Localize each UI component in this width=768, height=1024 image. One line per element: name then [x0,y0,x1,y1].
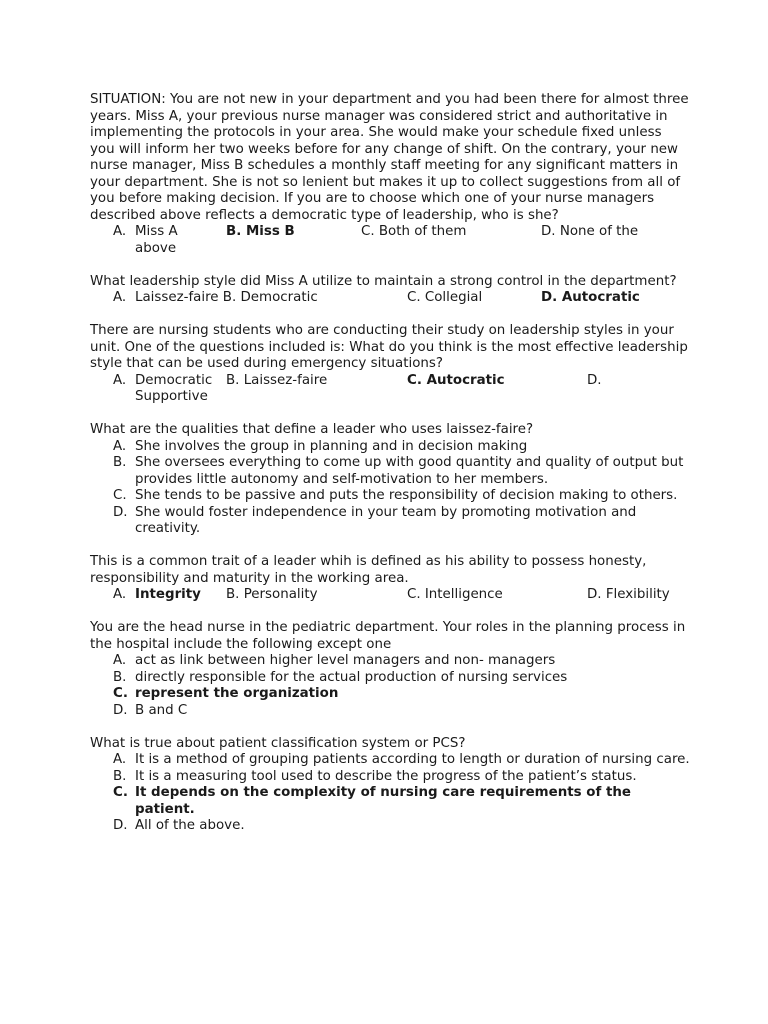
choice-b-answer: B. Miss B [226,224,295,239]
choice-a: A. It is a method of grouping patients according to length or duration of nursing care. [113,752,690,767]
choice-list [90,752,690,835]
choices-row [90,224,690,241]
question-1 [90,92,690,257]
choices-row [90,373,690,390]
choices-row [90,290,690,307]
choices-row [90,587,690,604]
question-stem: There are nursing students who are conducting their study on leadership styles in your unit. One of the questions included is: What do you think is the most effective leadership style that can be used during emergency situations? [90,323,688,371]
choice-a: A. act as link between higher level managers and non- managers [113,653,556,668]
choice-letter: A. [113,224,127,239]
choice-d-continued: Supportive [135,389,208,404]
choice-b: B. It is a measuring tool used to describe the progress of the patient’s status. [113,768,637,784]
choice-c-answer: C. It depends on the complexity of nursing care requirements of the patient. [113,785,631,817]
choice-a-b: Laissez-faire B. Democratic [135,290,318,305]
choice-d-answer: D. Autocratic [541,290,640,305]
question-2 [90,274,690,307]
choice-a: Miss A [135,224,178,239]
choice-b: B. Laissez-faire [226,372,328,388]
choice-c: C. She tends to be passive and puts the responsibility of decision making to others. [113,488,678,503]
choice-d: D. All of the above. [113,818,245,833]
choice-c: C. Collegial [407,290,483,305]
choice-c-answer: C. represent the organization [113,686,339,701]
question-stem: What are the qualities that define a leader who uses laissez-faire? [90,422,534,437]
choice-d: D. B and C [113,702,188,718]
question-stem: What is true about patient classification system or PCS? [90,735,466,751]
exam-document [90,92,690,851]
choice-a: A. She involves the group in planning and in decision making [113,438,528,454]
question-4 [90,422,690,538]
choice-letter: A. [113,290,127,305]
choice-list [90,439,690,538]
question-stem: You are the head nurse in the pediatric department. Your roles in the planning process in the hospital include the following except one [90,620,686,652]
choice-d: D. [587,372,602,388]
question-5 [90,554,690,604]
question-6 [90,620,690,719]
choice-a: Democratic [135,372,213,388]
choice-a-answer: Integrity [135,587,201,602]
choice-c-answer: C. Autocratic [407,372,505,388]
choice-d: D. She would foster independence in your team by promoting motivation and creativity. [113,504,637,536]
question-stem: SITUATION: You are not new in your department and you had been there for almost three years. Miss A, your previous nurse manager was considered strict and authoritative in implementing the protocols in your area. She would make your schedule fixed unless you will inform her two weeks before for any change of shift. On the contrary, your new nurse manager, Miss B schedules a monthly staff meeting for any significant matters in your department. She is not so lenient but makes it up to collect suggestions from all of you before making decision. If you are to choose which one of your nurse managers described above reflects a democratic type of leadership, who is she? [90,92,689,223]
question-stem: What leadership style did Miss A utilize to maintain a strong control in the department? [90,273,677,289]
question-7 [90,736,690,835]
choice-letter: A. [113,587,127,602]
question-3 [90,323,690,406]
question-stem: This is a common trait of a leader whih is defined as his ability to possess honesty, responsibility and maturity in the working area. [90,554,647,586]
choice-d-continued: above [135,240,177,256]
choice-list [90,653,690,719]
choice-c: C. Both of them [361,224,467,239]
choice-d: D. None of the [541,224,639,239]
choice-b: B. Personality [226,587,318,602]
choice-c: C. Intelligence [407,587,503,602]
choice-d: D. Flexibility [587,587,670,602]
choice-b: B. directly responsible for the actual production of nursing services [113,669,568,685]
choice-letter: A. [113,372,127,388]
choice-b: B. She oversees everything to come up with good quantity and quality of output but provides little autonomy and self-motivation to her members. [113,455,684,487]
